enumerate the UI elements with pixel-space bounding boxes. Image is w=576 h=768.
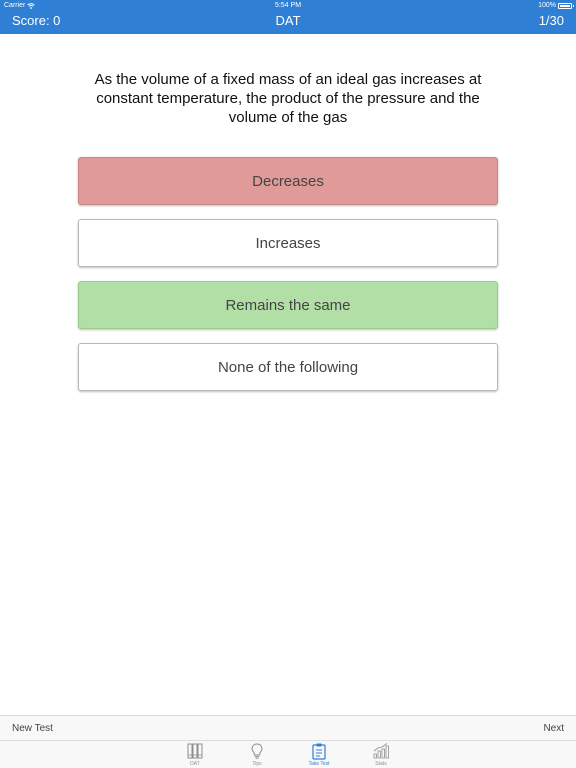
bottom-toolbar [0,715,576,740]
navigation-bar [0,11,576,31]
question-counter: 1/30 [538,13,564,28]
next-button[interactable]: Next [543,723,564,734]
answer-option-remains-the-same[interactable]: Remains the same [78,281,498,329]
score-label: Score: 0 [12,13,61,28]
carrier-label: Carrier [4,2,26,9]
tab-tips[interactable] [237,742,277,768]
books-icon [186,742,204,760]
clock: 5:54 PM [274,2,302,9]
tab-take-test[interactable] [299,742,339,768]
tab-label: Stats [375,761,387,767]
tab-bar [0,740,576,768]
clipboard-icon [310,742,328,760]
answer-option-none[interactable]: None of the following [78,343,498,391]
answer-option-increases[interactable]: Increases [78,219,498,267]
page-title: DAT [275,13,301,28]
battery-percent: 100% [538,2,556,9]
battery-icon [558,3,572,9]
tab-label: Take Test [308,761,330,767]
new-test-button[interactable]: New Test [12,723,53,734]
tab-label: DAT [190,761,200,767]
tab-dat[interactable] [175,742,215,768]
header-bar [0,0,576,34]
status-bar [0,0,576,10]
answer-option-decreases[interactable]: Decreases [78,157,498,205]
chart-icon [372,742,390,760]
question-text: As the volume of a fixed mass of an ideal gas increases at constant temperature, the product of the pressure and the volume of the gas [94,71,482,126]
lightbulb-icon [248,742,266,760]
tab-label: Tips [252,761,262,767]
tab-stats[interactable] [361,742,401,768]
